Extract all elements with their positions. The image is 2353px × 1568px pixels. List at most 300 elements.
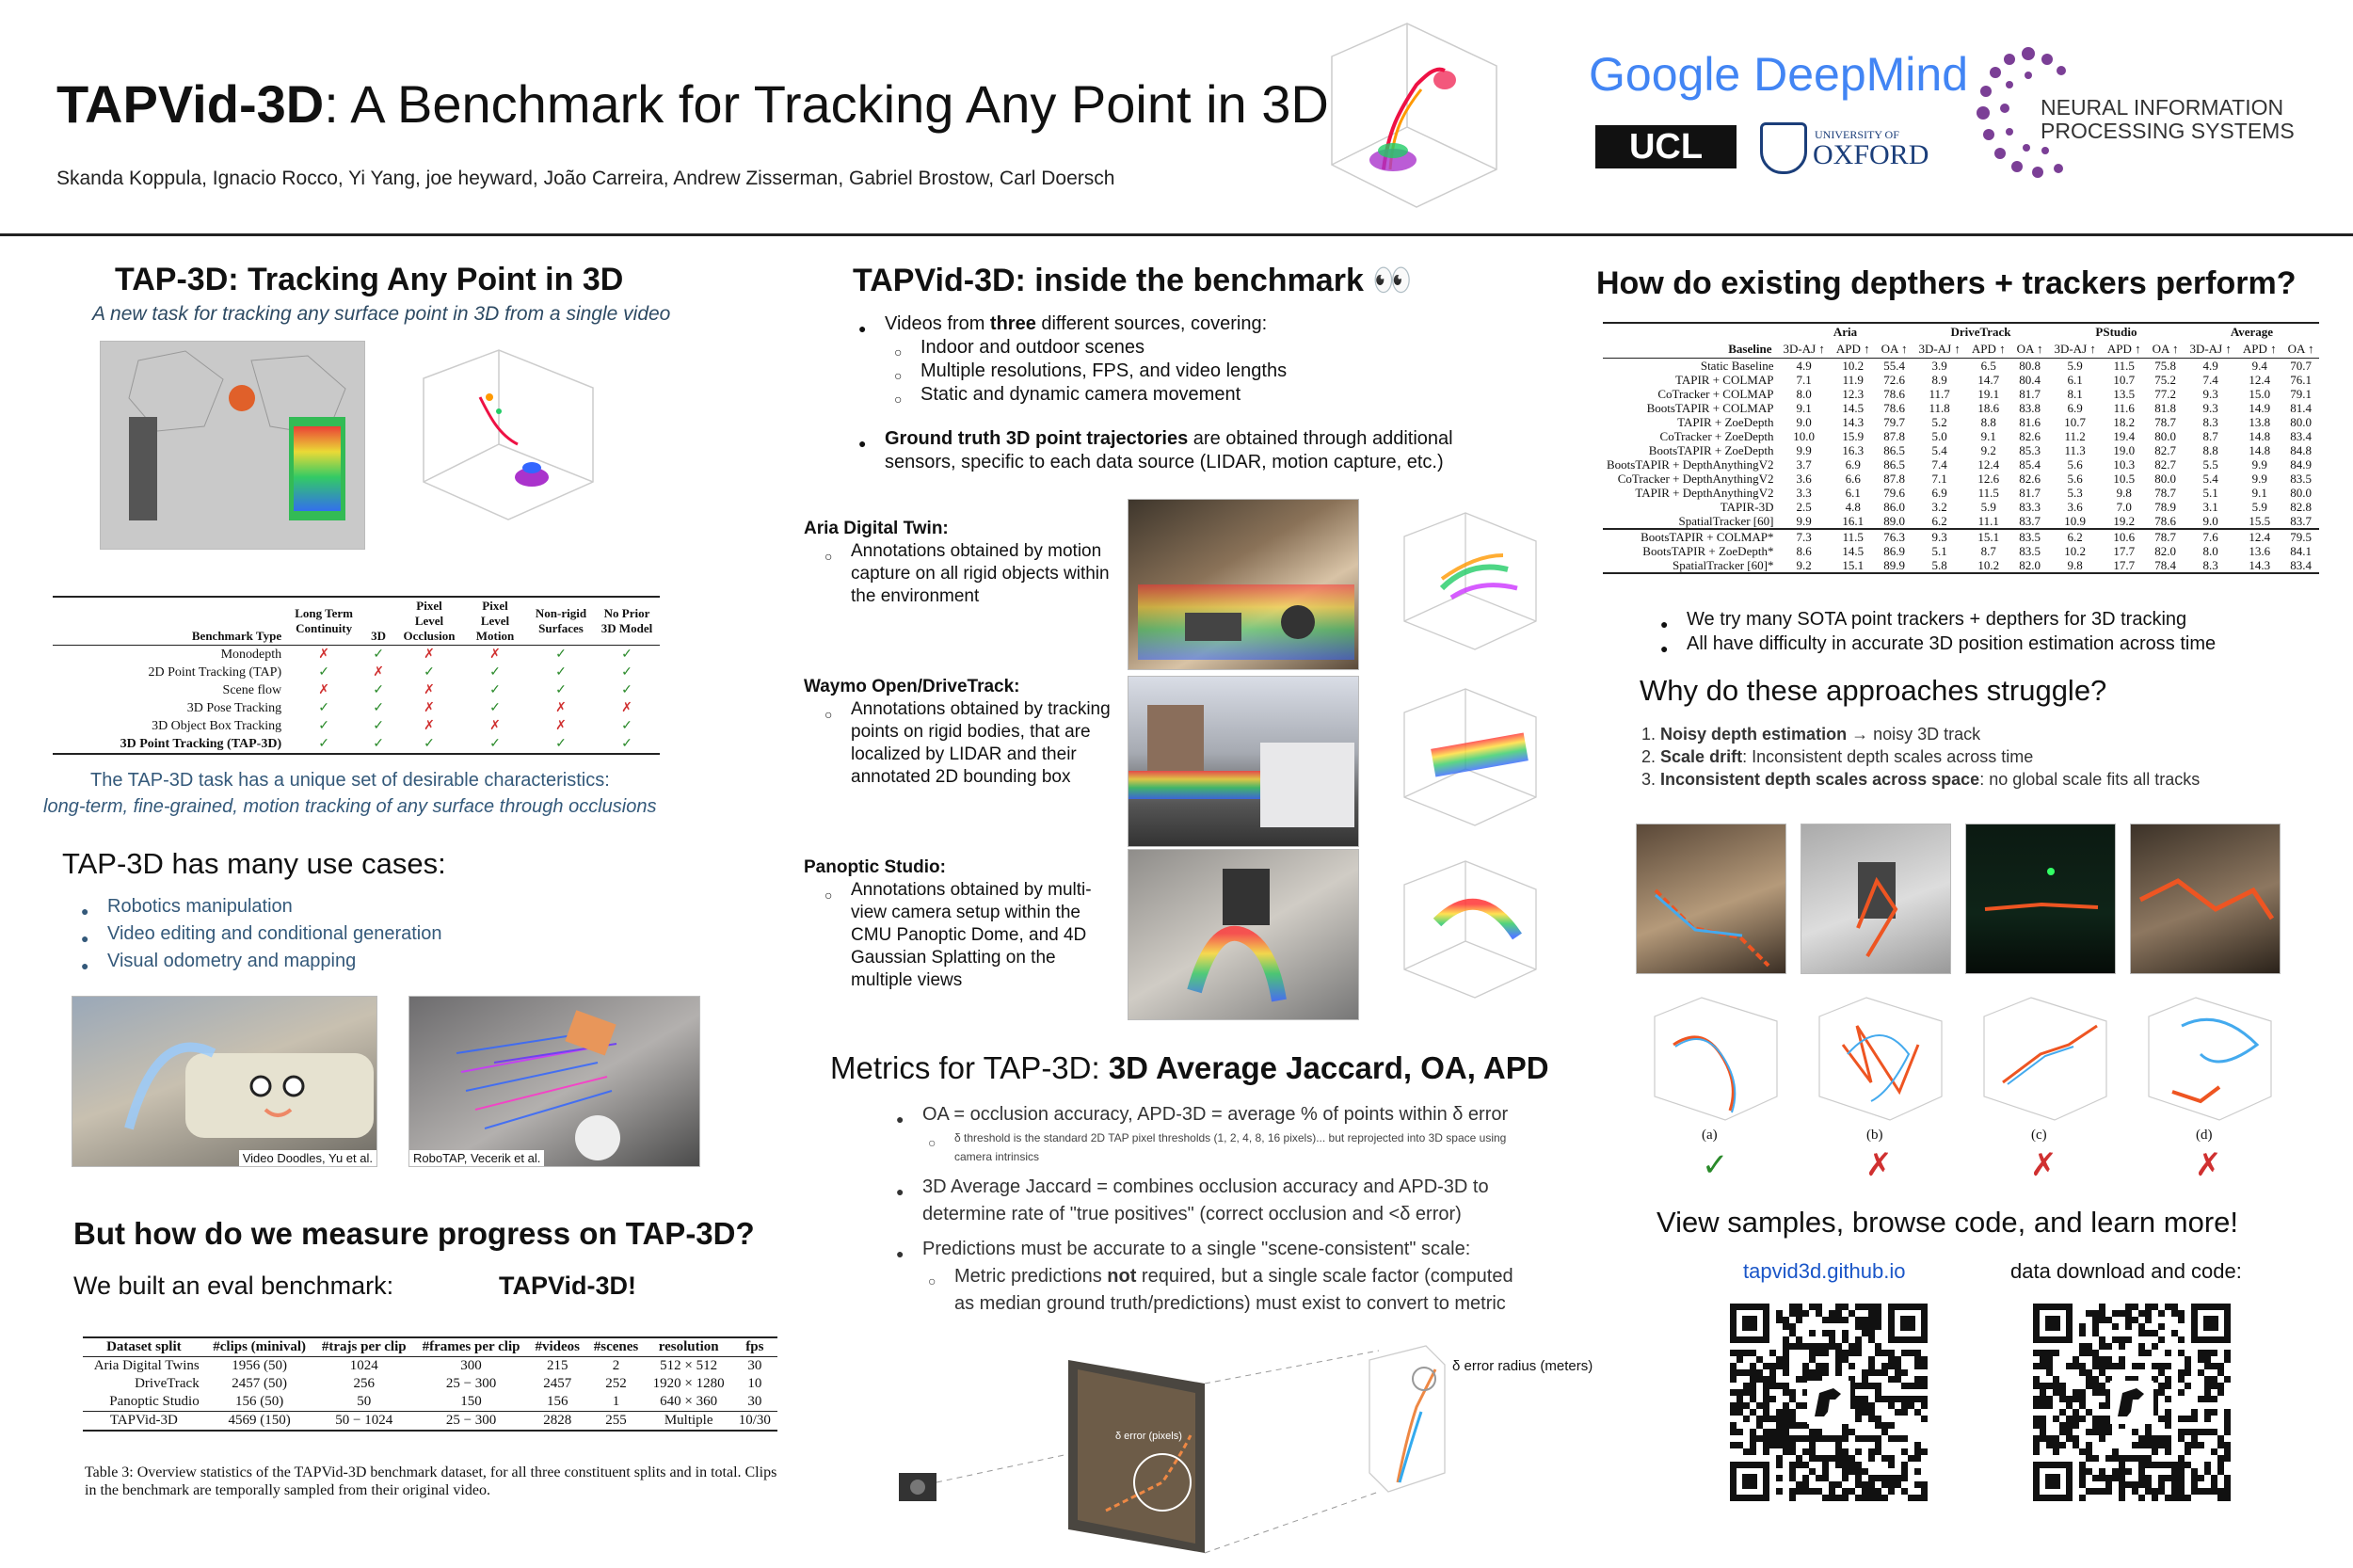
qr-module — [2046, 1396, 2053, 1402]
qr-module — [2040, 1422, 2046, 1429]
qr-module — [1888, 1356, 1895, 1363]
qr-module — [1783, 1383, 1789, 1389]
qr-module — [1842, 1350, 1849, 1356]
qr-module — [1921, 1488, 1928, 1495]
qr-module — [1895, 1376, 1901, 1383]
panoptic-image — [1128, 849, 1359, 1020]
data-label: data download and code: — [2010, 1259, 2242, 1283]
results-cell: 81.6 — [2019, 415, 2041, 429]
results-cell: 78.7 — [2154, 415, 2176, 429]
results-cell: 82.6 — [2019, 472, 2041, 486]
qr-module — [1756, 1435, 1763, 1442]
qr-module — [1796, 1402, 1802, 1409]
qr-module — [1829, 1317, 1835, 1323]
qr-module — [1783, 1416, 1789, 1422]
results-cell: 75.8 — [2154, 359, 2176, 373]
qr-module — [1816, 1350, 1822, 1356]
qr-module — [2185, 1429, 2191, 1435]
qr-module — [2040, 1402, 2046, 1409]
qr-module — [1789, 1448, 1796, 1455]
qr-module — [1875, 1495, 1881, 1501]
qr-module — [2046, 1383, 2053, 1389]
qr-module — [1895, 1363, 1901, 1369]
check-icon: ✓ — [318, 665, 329, 680]
qr-module — [1835, 1455, 1842, 1462]
check-icon: ✓ — [424, 737, 435, 751]
results-cell: 14.5 — [1842, 544, 1865, 558]
metrics-heading-bold: 3D Average Jaccard, OA, APD — [1108, 1050, 1549, 1085]
qr-module — [2079, 1323, 2086, 1330]
qr-module — [2125, 1336, 2132, 1343]
qr-module — [2158, 1416, 2165, 1422]
check-icon: ✓ — [318, 737, 329, 751]
results-cell: 9.9 — [1796, 443, 1812, 457]
qr-module — [1921, 1363, 1928, 1369]
qr-module — [2099, 1363, 2105, 1369]
qr-module — [1809, 1435, 1816, 1442]
results-cell: 9.8 — [2067, 558, 2083, 572]
results-cell: 11.3 — [2064, 443, 2086, 457]
qr-module — [1829, 1330, 1835, 1336]
qr-module — [1816, 1343, 1822, 1350]
qr-module — [2073, 1389, 2079, 1396]
qr-module — [1881, 1429, 1888, 1435]
results-cell: 18.2 — [2113, 415, 2136, 429]
results-cell: 5.6 — [2067, 472, 2083, 486]
results-cell: 5.3 — [2067, 486, 2083, 500]
qr-module — [1855, 1462, 1862, 1468]
qr-module — [2224, 1356, 2231, 1363]
qr-module — [1875, 1310, 1881, 1317]
qr-module — [2033, 1350, 2040, 1356]
qr-module — [2099, 1435, 2105, 1442]
results-subheader: APD ↑ — [2242, 342, 2277, 356]
qr-module — [1868, 1475, 1875, 1481]
qr-module — [1901, 1383, 1908, 1389]
qr-module — [2204, 1383, 2211, 1389]
results-cell: 79.6 — [1883, 486, 1905, 500]
qr-module — [1849, 1310, 1855, 1317]
example-image-d — [2130, 824, 2281, 974]
qr-module — [2185, 1416, 2191, 1422]
qr-module — [2112, 1310, 2119, 1317]
qr-module — [1750, 1376, 1756, 1383]
qr-module — [1756, 1369, 1763, 1376]
qr-module — [1796, 1336, 1802, 1343]
qr-module — [1895, 1475, 1901, 1481]
qr-module — [1789, 1475, 1796, 1481]
unique-line1: The TAP-3D task has a unique set of desirable characteristics: — [90, 770, 610, 791]
qr-module — [2132, 1317, 2138, 1323]
qr-module — [2105, 1455, 2112, 1462]
results-cell: 89.0 — [1883, 514, 1905, 528]
qr-module — [2165, 1376, 2171, 1383]
qr-module — [1737, 1402, 1743, 1409]
waymo-image — [1128, 676, 1359, 847]
reason-rest: : Inconsistent depth scales across time — [1742, 747, 2034, 766]
qr-module — [2178, 1481, 2185, 1488]
qr-module — [1875, 1343, 1881, 1350]
stats-cell: Panoptic Studio — [109, 1394, 200, 1409]
results-cell: 3.2 — [1931, 500, 1947, 514]
qr-module — [2211, 1448, 2217, 1455]
comparison-header-cell: Long Term Continuity — [295, 606, 353, 635]
qr-module — [1835, 1495, 1842, 1501]
results-cell: 15.1 — [1842, 558, 1865, 572]
bullet2-bold: Ground truth 3D point trajectories — [885, 428, 1189, 449]
qr-module — [1855, 1409, 1862, 1416]
comparison-header-cell: Pixel Level Motion — [475, 599, 515, 643]
view-heading: View samples, browse code, and learn more! — [1657, 1206, 2239, 1239]
qr-module — [2185, 1383, 2191, 1389]
bullet1-post: different sources, covering: — [1035, 313, 1268, 334]
qr-module — [2198, 1475, 2204, 1481]
qr-module — [2152, 1488, 2158, 1495]
qr-module — [1796, 1455, 1802, 1462]
results-cell: 5.9 — [2251, 500, 2267, 514]
example-3d-plots — [1636, 988, 2285, 1129]
results-cell: 12.3 — [1842, 387, 1865, 401]
results-cell: 9.3 — [2202, 387, 2218, 401]
results-subheader: APD ↑ — [1971, 342, 2006, 356]
qr-module — [1868, 1409, 1875, 1416]
results-method: CoTracker + COLMAP — [1657, 387, 1774, 401]
qr-module — [1835, 1369, 1842, 1376]
qr-module — [1763, 1363, 1769, 1369]
results-cell: 4.9 — [2202, 359, 2218, 373]
qr-module — [2152, 1343, 2158, 1350]
results-cell: 10.0 — [1793, 429, 1816, 443]
results-cell: 14.7 — [1977, 373, 2000, 387]
results-cell: 4.9 — [1796, 359, 1812, 373]
qr-module — [2040, 1389, 2046, 1396]
qr-module — [1783, 1409, 1789, 1416]
qr-module — [1881, 1495, 1888, 1501]
results-cell: 11.5 — [1977, 486, 1999, 500]
qr-module — [2217, 1442, 2224, 1448]
results-cell: 8.3 — [2202, 558, 2218, 572]
qr-module — [1862, 1369, 1868, 1376]
usecases-heading: TAP-3D has many use cases: — [62, 847, 446, 880]
stats-header-cell: #videos — [535, 1339, 581, 1354]
results-cell: 3.9 — [1931, 359, 1947, 373]
qr-module — [2224, 1481, 2231, 1488]
results-cell: 80.0 — [2290, 486, 2312, 500]
results-cell: 10.2 — [2064, 544, 2087, 558]
stats-total-cell: 255 — [605, 1413, 627, 1428]
qr-module — [1835, 1317, 1842, 1323]
qr-module — [1829, 1495, 1835, 1501]
qr-module — [2119, 1363, 2125, 1369]
qr-module — [1789, 1323, 1796, 1330]
cross-icon: ✗ — [318, 648, 329, 662]
results-row — [1603, 514, 2319, 529]
qr-code-data[interactable] — [2033, 1304, 2231, 1501]
qr-module — [1783, 1336, 1789, 1343]
qr-module — [2178, 1435, 2185, 1442]
results-cell: 8.9 — [1931, 373, 1947, 387]
results-cell: 76.3 — [1883, 530, 1905, 544]
results-cell: 78.9 — [2154, 500, 2176, 514]
results-cell: 8.0 — [2202, 544, 2218, 558]
qr-module — [2165, 1442, 2171, 1448]
qr-module — [2112, 1448, 2119, 1455]
qr-module — [2046, 1356, 2053, 1363]
check-icon: ✓ — [373, 683, 384, 697]
qr-module — [1776, 1363, 1783, 1369]
qr-module — [1868, 1383, 1875, 1389]
qr-module — [2152, 1435, 2158, 1442]
results-row — [1603, 544, 2319, 558]
qr-module — [1743, 1383, 1750, 1389]
results-method: CoTracker + DepthAnythingV2 — [1617, 472, 1774, 486]
qr-module — [2211, 1350, 2217, 1356]
results-cell: 10.6 — [2113, 530, 2136, 544]
qr-module — [2066, 1429, 2073, 1435]
results-cell: 78.4 — [2154, 558, 2176, 572]
qr-module — [2211, 1363, 2217, 1369]
results-cell: 14.8 — [2249, 429, 2271, 443]
qr-module — [1809, 1429, 1816, 1435]
qr-module — [1809, 1455, 1816, 1462]
check-icon: ✓ — [318, 719, 329, 733]
results-cell: 11.9 — [1842, 373, 1864, 387]
qr-module — [1921, 1402, 1928, 1409]
qr-module — [1769, 1442, 1776, 1448]
qr-module — [1895, 1481, 1901, 1488]
qr-module — [1875, 1317, 1881, 1323]
qr-module — [2138, 1442, 2145, 1448]
col2-heading: TAPVid-3D: inside the benchmark 👀 — [853, 263, 1413, 298]
results-cell: 10.2 — [1842, 359, 1865, 373]
qr-module — [1796, 1310, 1802, 1317]
results-cell: 14.3 — [2249, 558, 2271, 572]
qr-module — [1737, 1429, 1743, 1435]
qr-module — [2086, 1350, 2092, 1356]
stats-cell: 25 − 300 — [445, 1376, 497, 1391]
qr-module — [1802, 1462, 1809, 1468]
qr-module — [1816, 1435, 1822, 1442]
qr-module — [1842, 1488, 1849, 1495]
qr-module — [1862, 1330, 1868, 1336]
stats-cell: 156 (50) — [235, 1394, 284, 1409]
qr-module — [1789, 1488, 1796, 1495]
qr-module — [1849, 1488, 1855, 1495]
results-cell: 76.1 — [2290, 373, 2312, 387]
results-cell: 9.9 — [2251, 472, 2267, 486]
qr-module — [2092, 1317, 2099, 1323]
results-cell: 10.7 — [2064, 415, 2087, 429]
qr-module — [1875, 1369, 1881, 1376]
results-cell: 8.0 — [1796, 387, 1812, 401]
qr-module — [1763, 1448, 1769, 1455]
qr-module — [2059, 1429, 2066, 1435]
qr-module — [1868, 1488, 1875, 1495]
qr-module — [2185, 1448, 2191, 1455]
qr-module — [1862, 1376, 1868, 1383]
qr-module — [2040, 1350, 2046, 1356]
qr-module — [1842, 1455, 1849, 1462]
qr-module — [1881, 1422, 1888, 1429]
robotap-image — [408, 996, 700, 1167]
qr-module — [2224, 1429, 2231, 1435]
results-subheader: OA ↑ — [1881, 342, 1908, 356]
qr-module — [1855, 1317, 1862, 1323]
qr-module — [1921, 1376, 1928, 1383]
qr-module — [1921, 1383, 1928, 1389]
results-cell: 13.5 — [2113, 387, 2136, 401]
stats-total-cell: Multiple — [664, 1413, 713, 1428]
results-cell: 78.7 — [2154, 486, 2176, 500]
poster-title — [56, 73, 1329, 135]
qr-module — [2119, 1356, 2125, 1363]
qr-module — [2086, 1429, 2092, 1435]
qr-module — [1763, 1389, 1769, 1396]
qr-module — [1875, 1475, 1881, 1481]
sub-bullet: ○ Static and dynamic camera movement — [894, 383, 1480, 407]
qr-module — [1796, 1376, 1802, 1383]
qr-module — [1914, 1495, 1921, 1501]
bullet1-bold: three — [989, 313, 1036, 334]
check-icon: ✓ — [489, 737, 501, 751]
qr-module — [2086, 1409, 2092, 1416]
qr-module — [2158, 1475, 2165, 1481]
qr-module — [1862, 1468, 1868, 1475]
qr-module — [2059, 1389, 2066, 1396]
qr-module — [1888, 1363, 1895, 1369]
cross-icon: ✗ — [2030, 1147, 2057, 1183]
project-link[interactable]: tapvid3d.github.io — [1743, 1259, 1906, 1283]
check-icon: ✓ — [489, 683, 501, 697]
results-cell: 80.8 — [2019, 359, 2041, 373]
qr-module — [2033, 1448, 2040, 1455]
qr-module — [2079, 1495, 2086, 1501]
qr-module — [2165, 1396, 2171, 1402]
qr-module — [2125, 1304, 2132, 1310]
qr-module — [1789, 1310, 1796, 1317]
comparison-header-cell: Non-rigid Surfaces — [535, 606, 587, 635]
results-cell: 78.6 — [1883, 401, 1905, 415]
cross-icon: ✗ — [424, 648, 435, 662]
qr-module — [1763, 1416, 1769, 1422]
qr-module — [1921, 1416, 1928, 1422]
reason-rest: : no global scale fits all tracks — [1979, 770, 2201, 789]
qr-module — [1901, 1488, 1908, 1495]
qr-module — [1855, 1402, 1862, 1409]
qr-module — [1888, 1350, 1895, 1356]
qr-module — [2138, 1310, 2145, 1317]
results-row — [1603, 387, 2319, 401]
qr-module — [2178, 1310, 2185, 1317]
comparison-table — [53, 596, 660, 755]
qr-module — [2171, 1462, 2178, 1468]
qr-module — [1737, 1369, 1743, 1376]
qr-module — [1842, 1495, 1849, 1501]
results-cell: 5.4 — [2202, 472, 2218, 486]
qr-module — [1855, 1435, 1862, 1442]
results-cell: 17.7 — [2113, 558, 2136, 572]
qr-module — [1776, 1317, 1783, 1323]
results-cell: 86.5 — [1883, 457, 1905, 472]
example-image-c — [1965, 824, 2116, 974]
qr-module — [1901, 1435, 1908, 1442]
qr-module — [1888, 1402, 1895, 1409]
qr-module — [2145, 1488, 2152, 1495]
qr-module — [1802, 1363, 1809, 1369]
qr-module — [1769, 1396, 1776, 1402]
qr-module — [1737, 1396, 1743, 1402]
qr-module — [2178, 1468, 2185, 1475]
results-method: TAPIR + DepthAnythingV2 — [1635, 486, 1774, 500]
results-cell: 5.8 — [1931, 558, 1947, 572]
results-cell: 6.2 — [2067, 530, 2083, 544]
qr-module — [2099, 1488, 2105, 1495]
qr-module — [1921, 1495, 1928, 1501]
comparison-header-cell: 3D — [371, 629, 386, 643]
results-cell: 11.2 — [2064, 429, 2086, 443]
qr-module — [1809, 1488, 1816, 1495]
stats-cell: 215 — [547, 1358, 568, 1373]
qr-module — [2204, 1488, 2211, 1495]
stats-header-cell: resolution — [658, 1339, 719, 1354]
qr-module — [1763, 1402, 1769, 1409]
qr-module — [1862, 1304, 1868, 1310]
qr-module — [1888, 1475, 1895, 1481]
qr-module — [2165, 1475, 2171, 1481]
results-cell: 86.0 — [1883, 500, 1905, 514]
check-icon: ✓ — [555, 737, 567, 751]
metric2-text: ● 3D Average Jaccard = combines occlusion accuracy and APD-3D to determine rate of "true positives" (correct occlusion and <δ error) — [896, 1174, 1536, 1228]
aria-image — [1128, 499, 1359, 670]
qr-module — [1756, 1356, 1763, 1363]
check-icon: ✓ — [621, 719, 632, 733]
qr-module — [2099, 1389, 2105, 1396]
qr-module — [1796, 1462, 1802, 1468]
qr-module — [1835, 1310, 1842, 1317]
qr-module — [1763, 1409, 1769, 1416]
results-cell: 7.1 — [1931, 472, 1947, 486]
results-row — [1603, 529, 2319, 544]
qr-module — [2086, 1448, 2092, 1455]
qr-module — [2079, 1475, 2086, 1481]
stats-caption: Table 3: Overview statistics of the TAPVid-3D benchmark dataset, for all three constituent splits and in total. Clips in the benchmark are temporally sampled from their original video. — [85, 1464, 777, 1498]
qr-module — [2217, 1495, 2224, 1501]
qr-module — [2138, 1468, 2145, 1475]
results-cell: 11.5 — [2113, 359, 2135, 373]
results-method: TAPIR-3D — [1720, 500, 1774, 514]
qr-module — [1868, 1455, 1875, 1462]
qr-module — [1895, 1369, 1901, 1376]
qr-code-site[interactable] — [1730, 1304, 1928, 1501]
panel-label-b: (b) — [1866, 1128, 1883, 1143]
qr-module — [1802, 1448, 1809, 1455]
cross-icon: ✗ — [621, 701, 632, 715]
results-cell: 15.9 — [1842, 429, 1865, 443]
results-subheader: 3D-AJ ↑ — [1918, 342, 1961, 356]
qr-module — [1743, 1369, 1750, 1376]
qr-module — [1914, 1455, 1921, 1462]
results-cell: 5.2 — [1931, 415, 1947, 429]
comparison-row-name: Monodepth — [220, 647, 282, 662]
qr-module — [1783, 1343, 1789, 1350]
qr-module — [2204, 1363, 2211, 1369]
qr-module — [2053, 1435, 2059, 1442]
qr-module — [1789, 1416, 1796, 1422]
panel-label-c: (c) — [2031, 1128, 2047, 1143]
qr-module — [1796, 1343, 1802, 1350]
qr-module — [1908, 1383, 1914, 1389]
results-cell: 83.5 — [2019, 530, 2041, 544]
